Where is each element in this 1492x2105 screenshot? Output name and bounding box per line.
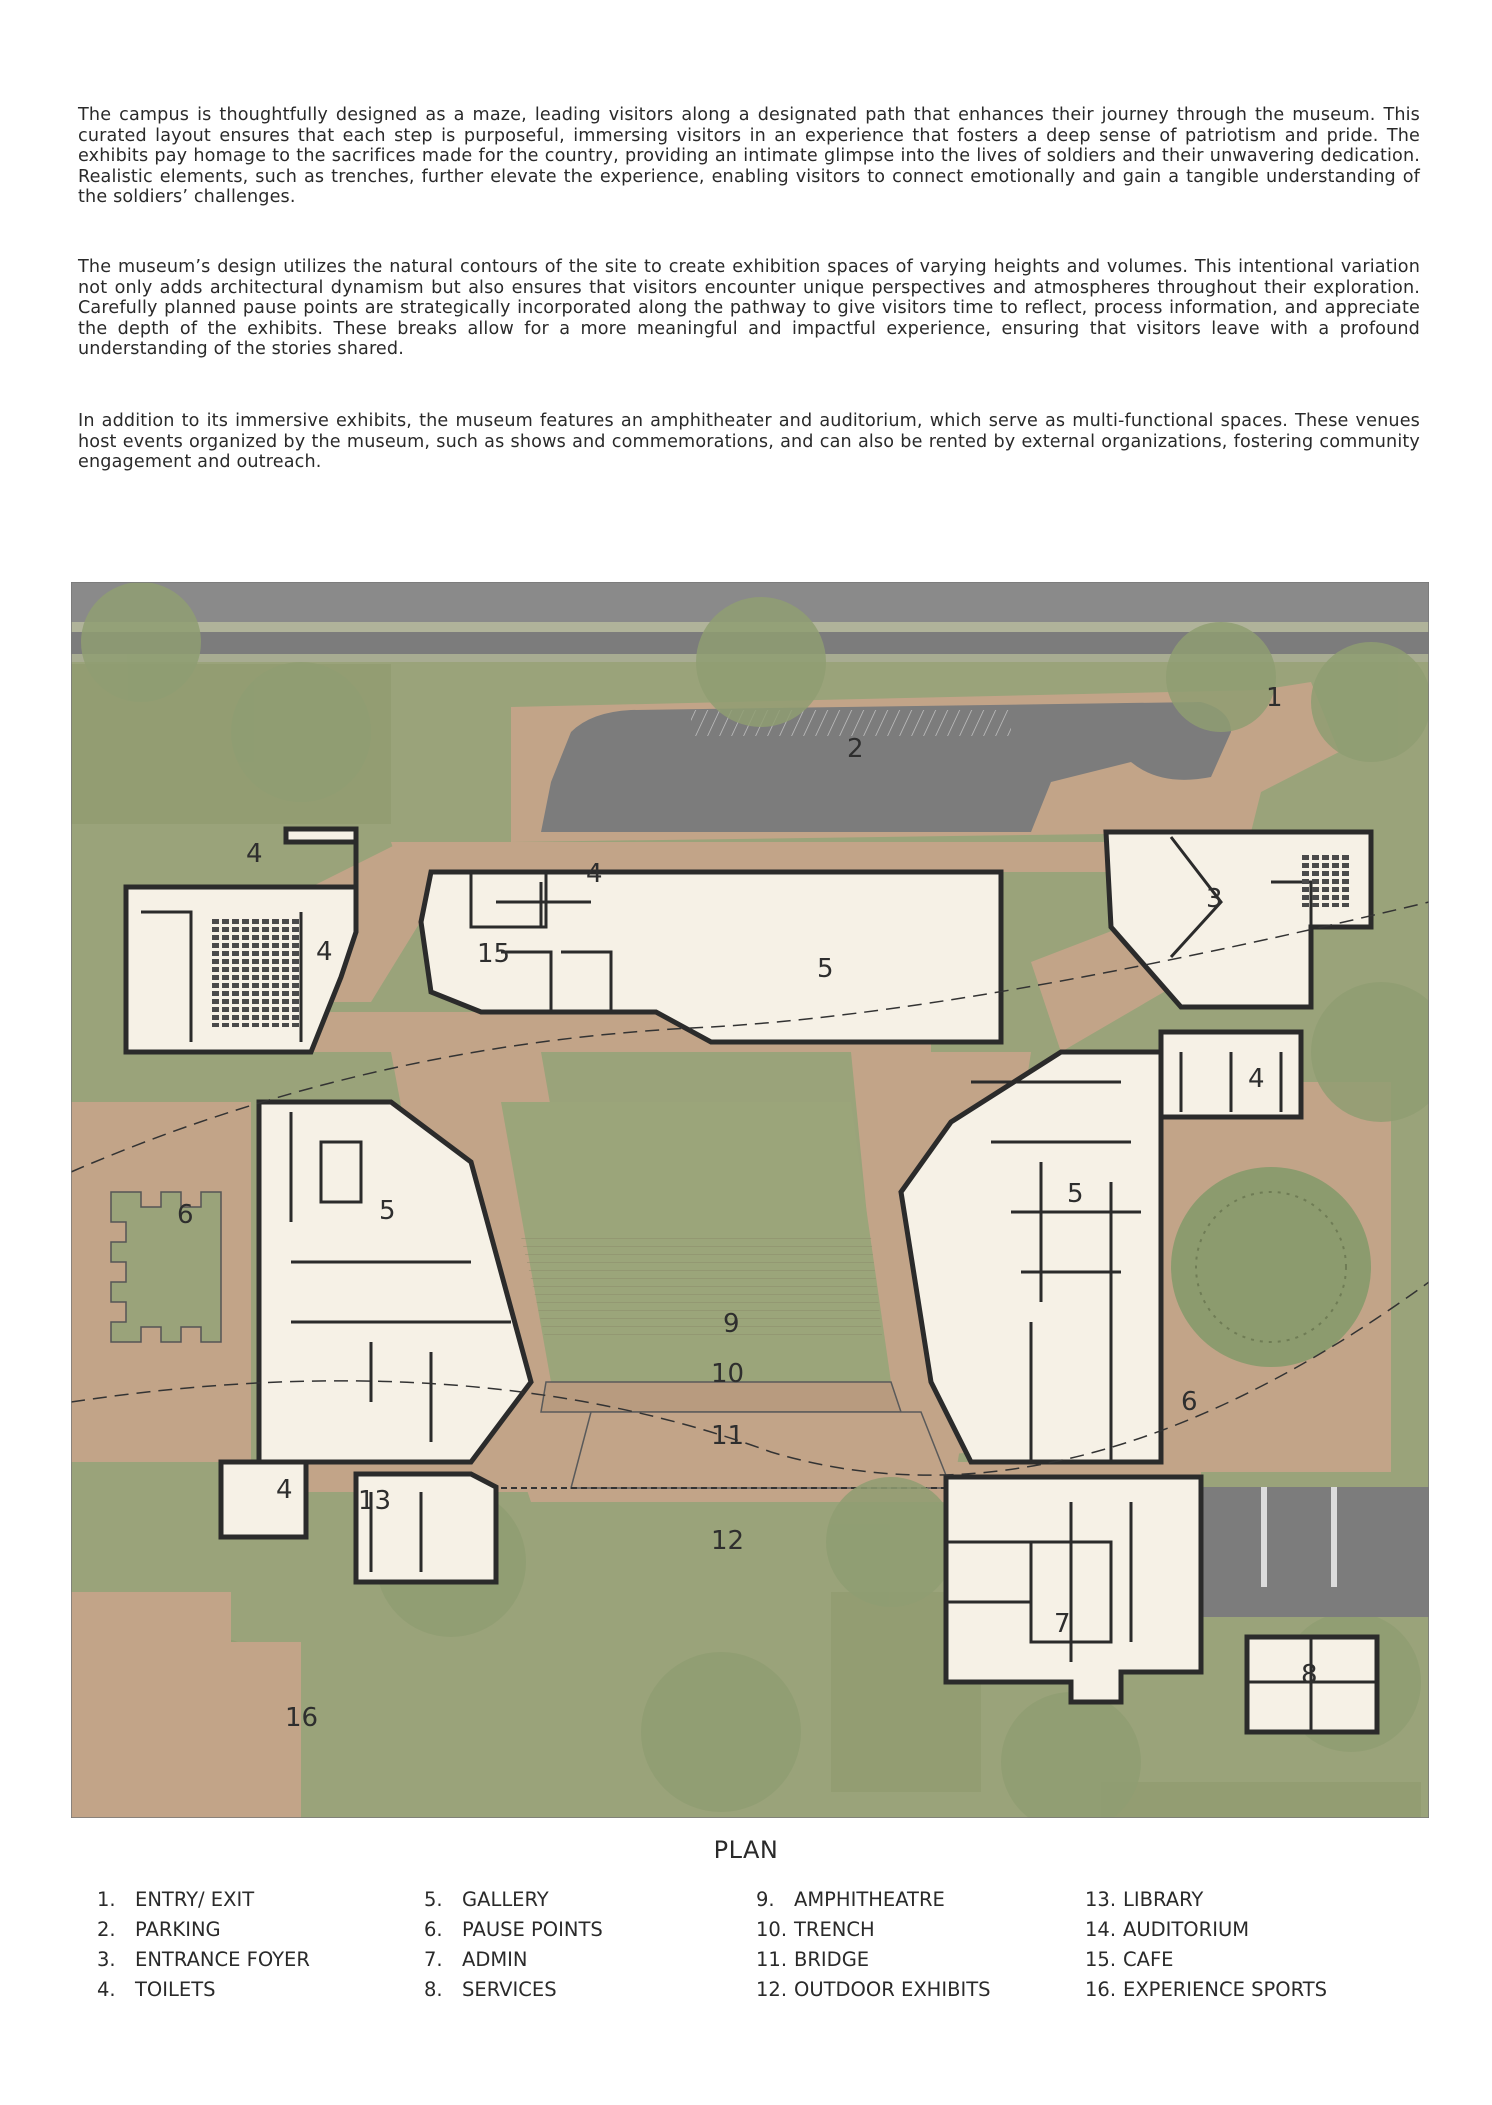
legend-item: 15. CAFE: [1085, 1948, 1174, 1971]
label-sports: 16: [285, 1703, 319, 1733]
label-outdoor: 12: [711, 1526, 745, 1556]
legend-item: 2. PARKING: [97, 1918, 221, 1941]
label-pause-east: 6: [1181, 1387, 1198, 1417]
label-auditorium: 4: [316, 937, 333, 967]
label-amphitheatre: 9: [723, 1309, 740, 1339]
legend-item: 12. OUTDOOR EXHIBITS: [756, 1978, 991, 2001]
design-paragraph: The museum’s design utilizes the natural contours of the site to create exhibition spaces of varying heights and volumes. This intentional variation not only adds architectural dynamism but also ensures that visitors encounter unique perspectives and atmospheres throughout their exploration. Carefully planned pause points are strategically incorporated along the pathway to give visitors time to reflect, process information, and appreciate the depth of the exhibits. These breaks allow for a more meaningful and impactful experience, ensuring that visitors leave with a profound understanding of the stories shared.: [78, 257, 1420, 360]
legend-item: 9. AMPHITHEATRE: [756, 1888, 945, 1911]
legend-item: 1. ENTRY/ EXIT: [97, 1888, 255, 1911]
admin-building: [946, 1477, 1201, 1702]
label-foyer: 3: [1206, 884, 1223, 914]
legend-item: 16. EXPERIENCE SPORTS: [1085, 1978, 1328, 2001]
label-pause-west: 6: [177, 1200, 194, 1230]
label-toilets-north: 4: [586, 859, 603, 889]
intro-paragraph: The campus is thoughtfully designed as a maze, leading visitors along a designated path that enhances their journey through the museum. This curated layout ensures that each step is purposeful, immersing visitors in an experience that fosters a deep sense of patriotism and pride. The exhibits pay homage to the sacrifices made for the country, providing an intimate glimpse into the lives of soldiers and their unwavering dedication. Realistic elements, such as trenches, further elevate the experience, enabling visitors to connect emotionally and gain a tangible understanding of the soldiers’ challenges.: [78, 105, 1420, 208]
label-cafe: 15: [477, 939, 511, 969]
legend-column-4: [1085, 1888, 1327, 2008]
site-plan: [71, 582, 1429, 1818]
label-toilets-nw: 4: [246, 839, 263, 869]
legend-item: 8. SERVICES: [424, 1978, 557, 2001]
label-bridge: 11: [711, 1421, 745, 1451]
legend-item: 6. PAUSE POINTS: [424, 1918, 603, 1941]
sports-area: [71, 1592, 231, 1818]
pause-point-west-garden: [111, 1192, 221, 1342]
legend-item: 14. AUDITORIUM: [1085, 1918, 1250, 1941]
service-parking: [1201, 1487, 1429, 1617]
plan-title: PLAN: [713, 1836, 779, 1864]
label-toilets-east: 4: [1248, 1064, 1265, 1094]
tree-grove: [1171, 1167, 1371, 1367]
label-toilets-sw: 4: [276, 1475, 293, 1505]
legend-column-1: [97, 1888, 310, 2008]
label-gallery-west: 5: [379, 1196, 396, 1226]
legend-column-3: [756, 1888, 991, 2008]
label-services: 8: [1301, 1660, 1318, 1690]
label-gallery-north: 5: [817, 954, 834, 984]
legend-item: 10. TRENCH: [756, 1918, 875, 1941]
bridge: [571, 1412, 951, 1488]
label-admin: 7: [1054, 1609, 1071, 1639]
label-trench: 10: [711, 1359, 745, 1389]
label-gallery-east: 5: [1067, 1179, 1084, 1209]
label-parking: 2: [847, 734, 864, 764]
toilets-sw-building: [221, 1462, 306, 1537]
legend-column-2: [424, 1888, 603, 2008]
label-entry: 1: [1266, 683, 1283, 713]
legend-item: 7. ADMIN: [424, 1948, 528, 1971]
legend-item: 4. TOILETS: [97, 1978, 216, 2001]
legend-item: 5. GALLERY: [424, 1888, 549, 1911]
legend-item: 3. ENTRANCE FOYER: [97, 1948, 310, 1971]
venues-paragraph: In addition to its immersive exhibits, the museum features an amphitheater and auditorium, which serve as multi-functional spaces. These venues host events organized by the museum, such as shows and commemorations, and can also be rented by external organizations, fostering community engagement and outreach.: [78, 411, 1420, 473]
legend-item: 13. LIBRARY: [1085, 1888, 1204, 1911]
legend-item: 11. BRIDGE: [756, 1948, 870, 1971]
label-library: 13: [358, 1486, 392, 1516]
